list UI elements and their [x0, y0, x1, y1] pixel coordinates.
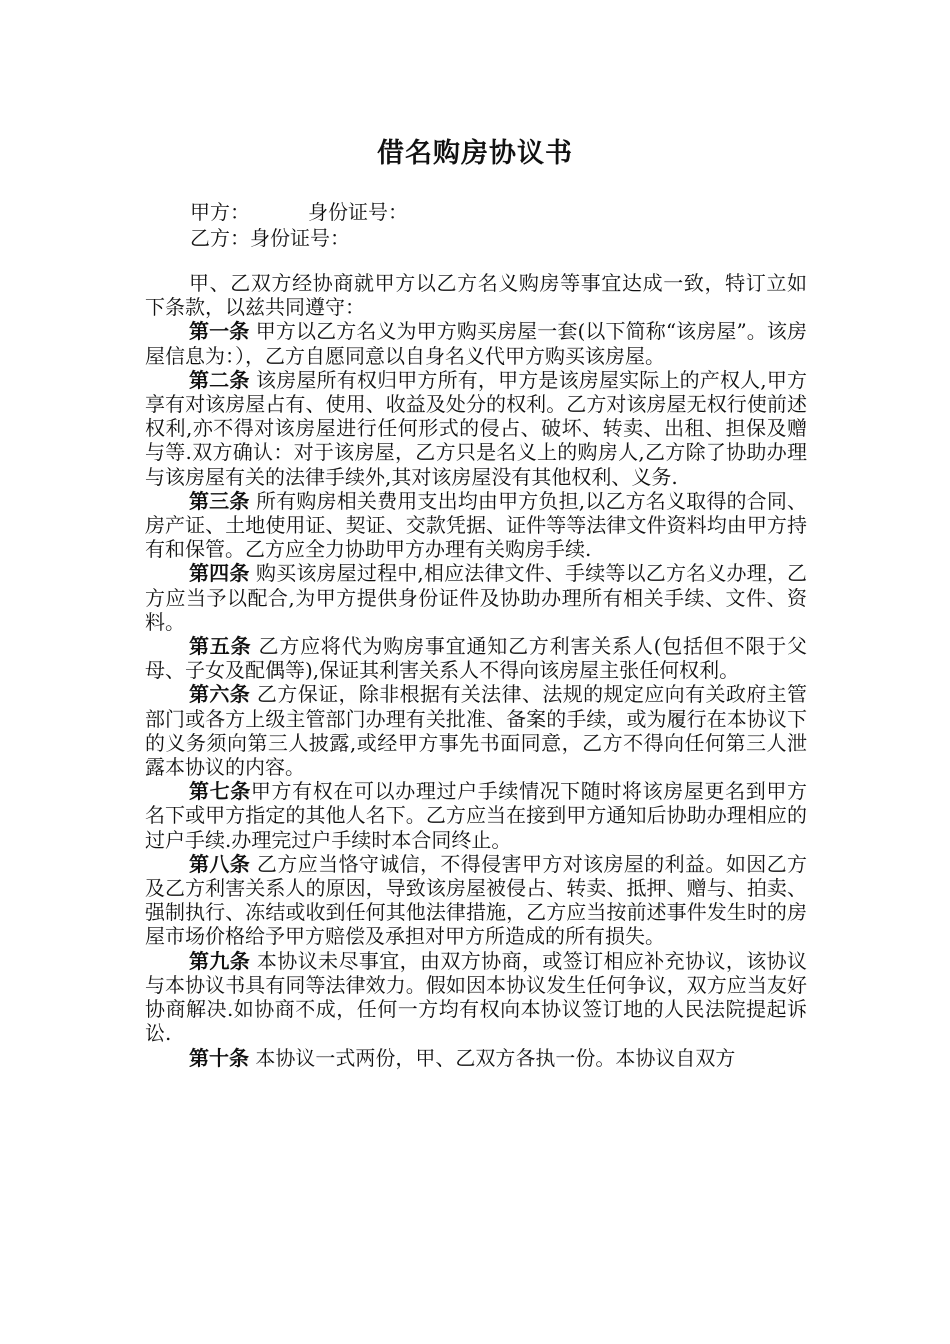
agreement-body	[145, 271, 807, 1070]
clause-number: 第四条	[189, 561, 250, 586]
clause-number: 第九条	[189, 948, 251, 973]
clause-number: 第二条	[189, 367, 250, 392]
parties-block	[190, 199, 408, 251]
clause-number: 第一条	[189, 319, 250, 344]
clause-number: 第三条	[189, 488, 250, 513]
document-title: 借名购房协议书	[377, 138, 573, 169]
clause-text: 乙方应当恪守诚信，不得侵害甲方对该房屋的利益。如因乙方及乙方利害关系人的原因，导致该房屋被侵占、转卖、抵押、赠与、拍卖、强制执行、冻结或收到任何其他法律措施，乙方应当按前述事件发生时的房屋市场价格给予甲方赔偿及承担对甲方所造成的所有损失。	[145, 851, 808, 949]
clause-number: 第六条	[189, 682, 251, 707]
clause-5	[145, 634, 807, 682]
clause-7	[145, 779, 807, 852]
party-b-id-label: 身份证号：	[250, 226, 350, 250]
clause-text: 甲方有权在可以办理过户手续情况下随时将该房屋更名到甲方名下或甲方指定的其他人名下。乙方应当在接到甲方通知后协助办理相应的过户手续.办理完过户手续时本合同终止。	[145, 779, 808, 852]
clause-text: 乙方应将代为购房事宜通知乙方利害关系人(包括但不限于父母、子女及配偶等),保证其利害关系人不得向该房屋主张任何权利。	[145, 634, 807, 683]
clause-10	[145, 1046, 807, 1070]
clause-number: 第五条	[189, 634, 252, 659]
clause-2	[145, 368, 807, 489]
clause-text: 该房屋所有权归甲方所有，甲方是该房屋实际上的产权人,甲方享有对该房屋占有、使用、收益及处分的权利。乙方对该房屋无权行使前述权利,亦不得对该房屋进行任何形式的侵占、破坏、转卖、出租、担保及赠与等.双方确认：对于该房屋，乙方只是名义上的购房人,乙方除了协助办理与该房屋有关的法律手续外,其对该房屋没有其他权利、义务.	[145, 367, 808, 489]
clause-text: 购买该房屋过程中,相应法律文件、手续等以乙方名义办理，乙方应当予以配合,为甲方提供身份证件及协助办理所有相关手续、文件、资料。	[145, 561, 808, 634]
clause-4	[145, 561, 807, 634]
clause-text: 乙方保证，除非根据有关法律、法规的规定应向有关政府主管部门或各方上级主管部门办理有关批准、备案的手续，或为履行在本协议下的义务须向第三人披露,或经甲方事先书面同意，乙方不得向任何第三人泄露本协议的内容。	[145, 682, 808, 780]
clause-6	[145, 682, 807, 779]
clause-9	[145, 949, 807, 1046]
party-a-label: 甲方：	[190, 200, 250, 224]
party-a-id-label: 身份证号：	[308, 200, 408, 224]
clause-text: 本协议未尽事宜，由双方协商，或签订相应补充协议，该协议与本协议书具有同等法律效力。假如因本协议发生任何争议，双方应当友好协商解决.如协商不成，任何一方均有权向本协议签订地的人民法院提起诉讼.	[145, 948, 808, 1046]
party-b-label: 乙方：	[190, 226, 250, 250]
clause-text: 本协议一式两份，甲、乙双方各执一份。本协议自双方	[249, 1045, 736, 1070]
party-a-line	[190, 199, 408, 225]
clause-number: 第七条	[189, 779, 251, 804]
clause-number: 第十条	[189, 1045, 249, 1070]
clause-text: 所有购房相关费用支出均由甲方负担,以乙方名义取得的合同、房产证、土地使用证、契证、交款凭据、证件等等法律文件资料均由甲方持有和保管。乙方应全力协助甲方办理有关购房手续.	[145, 488, 808, 562]
clause-text: 甲方以乙方名义为甲方购买房屋一套(以下简称“该房屋”。该房屋信息为：），乙方自愿同意以自身名义代甲方购买该房屋。	[145, 319, 808, 368]
clause-1	[145, 319, 807, 367]
clause-number: 第八条	[189, 851, 251, 876]
clause-8	[145, 852, 807, 949]
clause-3	[145, 489, 807, 562]
party-b-line	[190, 225, 408, 251]
preamble: 甲、乙双方经协商就甲方以乙方名义购房等事宜达成一致，特订立如下条款，以兹共同遵守：	[145, 271, 807, 320]
